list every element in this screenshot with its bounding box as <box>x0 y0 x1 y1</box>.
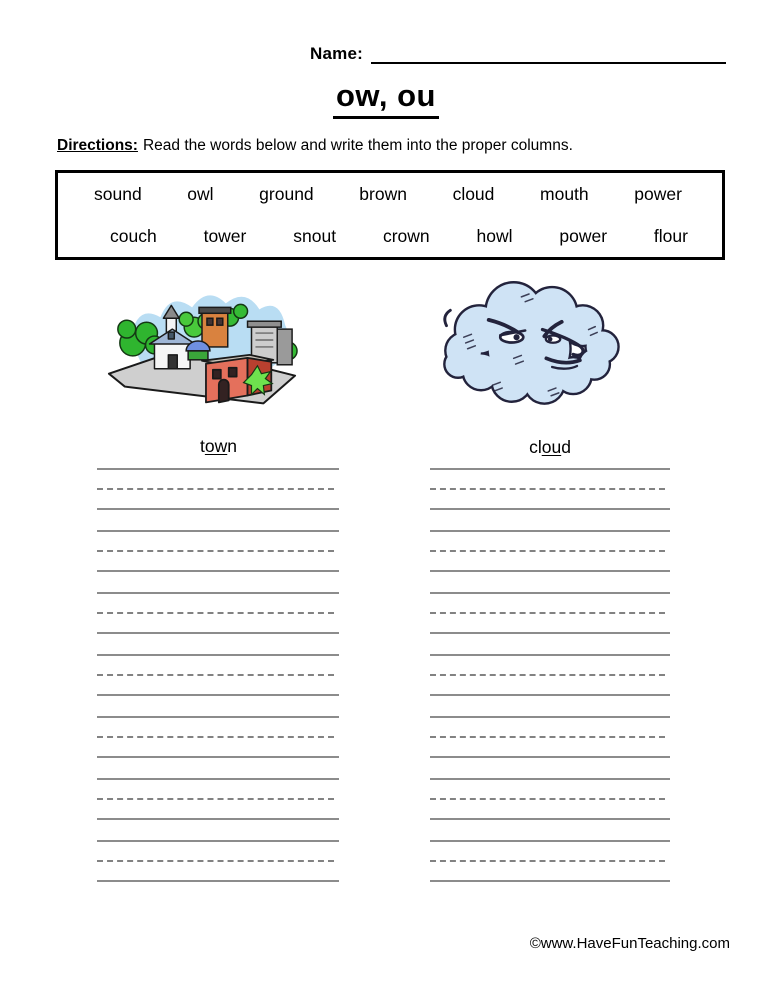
writing-line-solid <box>430 818 670 820</box>
writing-line-solid <box>97 840 339 842</box>
handwriting-line-group <box>430 592 670 634</box>
label-prefix: t <box>200 436 205 456</box>
writing-line-solid <box>430 508 670 510</box>
label-underlined-vowel: ou <box>541 437 562 457</box>
page-title: ow, ou <box>333 78 439 119</box>
writing-line-solid <box>430 632 670 634</box>
writing-line-dashed <box>430 550 665 552</box>
name-label: Name: <box>310 44 363 63</box>
word-bank-word: flour <box>653 225 688 246</box>
writing-line-solid <box>430 570 670 572</box>
directions <box>57 137 717 155</box>
writing-line-dashed <box>97 488 334 490</box>
name-row <box>310 44 726 64</box>
word-bank-word: tower <box>203 225 247 246</box>
writing-line-dashed <box>430 736 665 738</box>
writing-line-solid <box>97 694 339 696</box>
handwriting-line-group <box>97 468 339 510</box>
title-row <box>0 78 772 119</box>
writing-line-solid <box>97 530 339 532</box>
writing-line-dashed <box>430 674 665 676</box>
writing-line-solid <box>97 468 339 470</box>
word-bank-word: cloud <box>452 183 495 204</box>
writing-line-solid <box>97 570 339 572</box>
handwriting-line-group <box>97 778 339 820</box>
writing-line-solid <box>97 508 339 510</box>
label-suffix: n <box>227 436 237 456</box>
label-prefix: cl <box>529 437 542 457</box>
directions-label: Directions: <box>57 137 138 154</box>
writing-line-dashed <box>97 860 334 862</box>
word-bank-word: howl <box>476 225 513 246</box>
directions-text: Read the words below and write them into the proper columns. <box>142 137 573 154</box>
writing-line-solid <box>430 880 670 882</box>
name-blank-line <box>371 44 726 64</box>
word-bank-word: mouth <box>540 183 589 204</box>
handwriting-line-group <box>430 716 670 758</box>
writing-line-dashed <box>97 736 334 738</box>
word-bank-row-2 <box>58 226 722 247</box>
writing-line-dashed <box>97 798 334 800</box>
writing-lines-ow <box>97 468 339 902</box>
writing-line-solid <box>430 840 670 842</box>
handwriting-line-group <box>430 840 670 882</box>
writing-line-solid <box>97 716 339 718</box>
footer-credit: ©www.HaveFunTeaching.com <box>529 935 730 952</box>
handwriting-line-group <box>97 654 339 696</box>
writing-line-solid <box>97 756 339 758</box>
writing-line-solid <box>430 654 670 656</box>
writing-line-dashed <box>430 860 665 862</box>
writing-line-solid <box>430 468 670 470</box>
handwriting-line-group <box>97 530 339 572</box>
writing-line-solid <box>97 778 339 780</box>
word-bank-word: couch <box>110 225 157 246</box>
writing-line-dashed <box>97 612 334 614</box>
word-bank-word: brown <box>359 183 407 204</box>
handwriting-line-group <box>97 592 339 634</box>
writing-line-solid <box>97 654 339 656</box>
label-suffix: d <box>561 437 571 457</box>
writing-line-dashed <box>97 550 334 552</box>
word-bank-word: sound <box>94 183 142 204</box>
writing-line-solid <box>97 592 339 594</box>
writing-line-solid <box>97 632 339 634</box>
handwriting-line-group <box>97 840 339 882</box>
word-bank-row-1 <box>58 184 722 205</box>
writing-line-dashed <box>97 674 334 676</box>
label-underlined-vowel: ow <box>204 436 228 456</box>
writing-line-solid <box>97 818 339 820</box>
handwriting-line-group <box>430 530 670 572</box>
column-label-town <box>97 436 340 457</box>
writing-line-solid <box>430 694 670 696</box>
writing-lines-ou <box>430 468 670 902</box>
writing-line-dashed <box>430 488 665 490</box>
word-bank-box <box>55 170 725 260</box>
cloud-illustration <box>426 270 634 414</box>
writing-line-dashed <box>430 798 665 800</box>
word-bank-word: crown <box>382 225 430 246</box>
writing-line-solid <box>430 592 670 594</box>
writing-line-solid <box>430 530 670 532</box>
handwriting-line-group <box>430 654 670 696</box>
writing-line-solid <box>430 716 670 718</box>
handwriting-line-group <box>430 468 670 510</box>
word-bank-word: power <box>634 183 682 204</box>
writing-line-solid <box>430 756 670 758</box>
column-label-cloud <box>430 437 670 458</box>
word-bank-word: power <box>559 225 608 246</box>
handwriting-line-group <box>430 778 670 820</box>
writing-line-solid <box>430 778 670 780</box>
word-bank-word: ground <box>259 183 314 204</box>
town-illustration <box>103 276 301 408</box>
writing-line-dashed <box>430 612 665 614</box>
writing-line-solid <box>97 880 339 882</box>
word-bank-word: snout <box>293 225 337 246</box>
word-bank-word: owl <box>187 183 214 204</box>
handwriting-line-group <box>97 716 339 758</box>
